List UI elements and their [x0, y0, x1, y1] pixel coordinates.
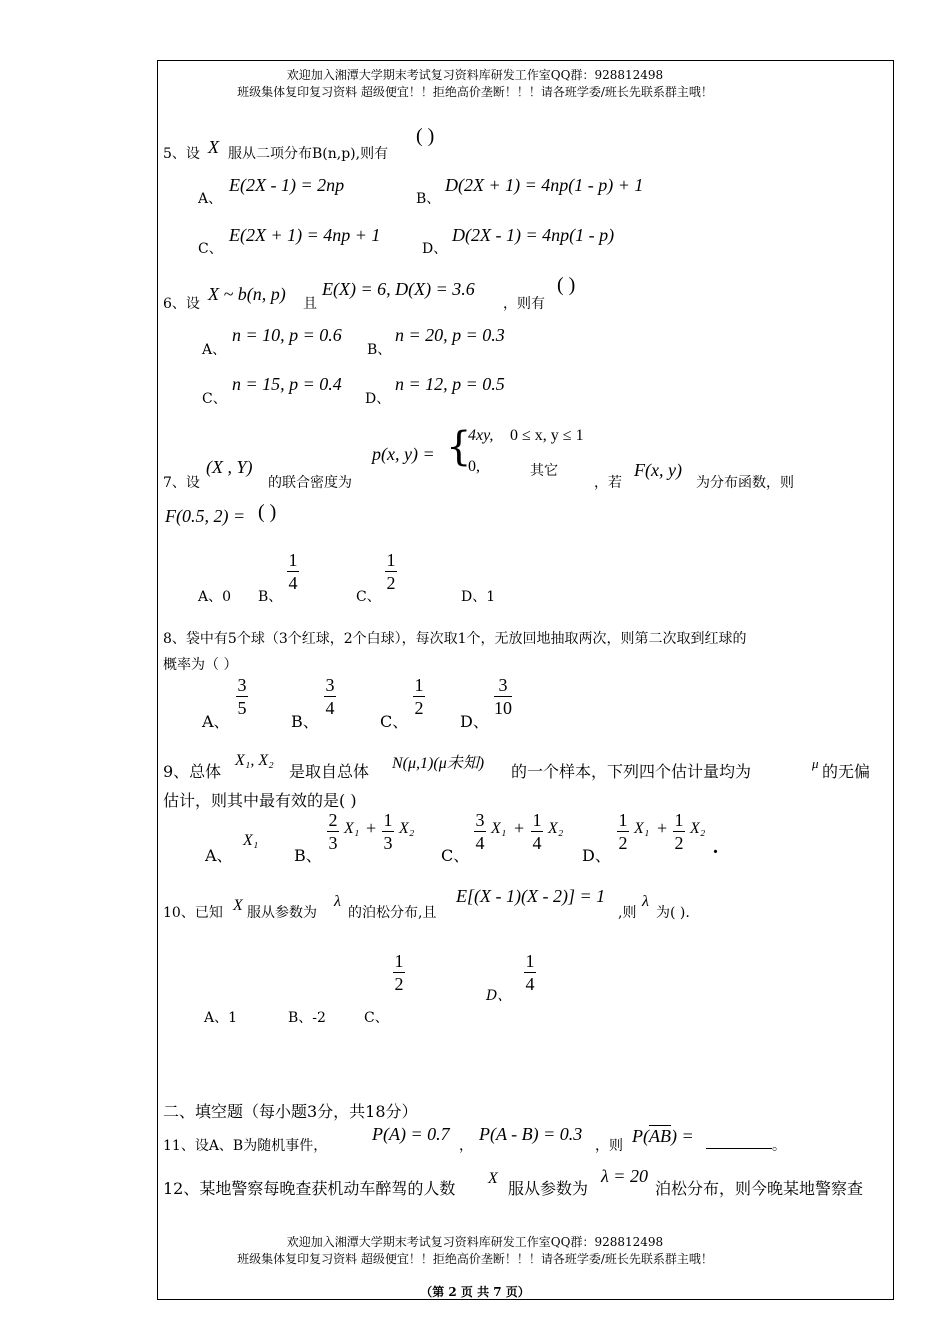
- q7-cdf: F(x, y): [634, 460, 682, 480]
- q8-d-numerator: 3: [498, 675, 508, 695]
- q11-stem-a: 11、设A、B为随机事件，: [163, 1138, 328, 1154]
- q10-stem-c: 的泊松分布,且: [348, 905, 437, 921]
- q10-option-b: B、-2: [288, 1010, 326, 1026]
- denominator: 2: [394, 974, 404, 994]
- q6-option-a: n = 10, p = 0.6: [232, 325, 342, 345]
- q8-b-numerator: 3: [325, 675, 335, 695]
- q6-option-d-label: D、: [365, 391, 391, 407]
- q8-line-1: 8、袋中有5个球（3个红球，2个白球），每次取1个，无放回地抽取两次，则第二次取到红球的: [163, 631, 747, 647]
- q5-option-a-label: A、: [198, 191, 223, 207]
- q7-option-b-fraction: [287, 550, 299, 593]
- q9-stem-d: 的无偏: [822, 762, 871, 781]
- numerator: 1: [383, 810, 393, 830]
- q8-line-2: 概率为（ ）: [163, 657, 238, 673]
- q7-c-numerator: 1: [386, 550, 396, 570]
- q8-c-denominator: 2: [414, 698, 424, 718]
- fraction-bar: [524, 972, 536, 973]
- q5-option-b-label: B、: [416, 191, 441, 207]
- q8-option-c-fraction: [413, 675, 425, 718]
- q9-stem-a: 9、总体: [163, 762, 222, 781]
- q9-option-d-label: D、: [582, 846, 611, 865]
- q9-c-x2: X₂: [548, 820, 564, 837]
- fraction-bar: [531, 831, 543, 832]
- q5-paren: ( ): [416, 125, 435, 147]
- q7-pair: (X , Y): [206, 457, 253, 477]
- q5-var: X: [208, 137, 219, 157]
- q9-mu: μ: [812, 756, 819, 771]
- q5-option-c-label: C、: [198, 241, 223, 257]
- q12-stem-b: 服从参数为: [508, 1179, 589, 1198]
- q6-stem-a: 6、设: [163, 296, 200, 312]
- q10-option-c-fraction: [393, 951, 405, 994]
- numerator: 3: [475, 810, 485, 830]
- denominator: 4: [525, 974, 535, 994]
- denominator: 3: [328, 833, 338, 853]
- q5-stem-b: 服从二项分布B(n,p),则有: [228, 146, 389, 162]
- denominator: 4: [532, 833, 542, 853]
- q9-c-fraction-2: [531, 810, 543, 853]
- denominator: 2: [618, 833, 628, 853]
- q7-case1-expr: 4xy,: [468, 427, 494, 444]
- numerator: 1: [532, 810, 542, 830]
- q8-a-numerator: 3: [237, 675, 247, 695]
- q8-option-b-fraction: [324, 675, 336, 718]
- q9-b-fraction-1: [327, 810, 339, 853]
- q7-option-c-fraction: [385, 550, 397, 593]
- q9-b-plus: +: [366, 818, 377, 838]
- q9-d-plus: +: [657, 818, 668, 838]
- q11-ask: [632, 1126, 694, 1147]
- q9-b-fraction-2: [382, 810, 394, 853]
- q11-pa: P(A) = 0.7: [372, 1124, 450, 1144]
- numerator: 1: [525, 951, 535, 971]
- q8-option-a-label: A、: [202, 712, 230, 731]
- q11-stem-b: ，则: [595, 1138, 623, 1154]
- q10-option-d-label: D、: [486, 988, 512, 1004]
- q9-option-b-label: B、: [294, 846, 322, 865]
- numerator: 2: [328, 810, 338, 830]
- q7-case2-expr: 0,: [468, 458, 480, 475]
- denominator: 4: [475, 833, 485, 853]
- q11-ask-ab: $\overline{AB}$: [649, 1126, 671, 1146]
- fraction-bar: [324, 696, 336, 697]
- q8-option-d-label: D、: [460, 712, 489, 731]
- denominator: 3: [383, 833, 393, 853]
- q7-ask: F(0.5, 2) =: [165, 506, 246, 526]
- q9-d-x2: X₂: [690, 820, 706, 837]
- q8-b-denominator: 4: [325, 698, 335, 718]
- q7-stem-d: 为分布函数，则: [696, 475, 794, 491]
- q7-c-denominator: 2: [386, 573, 396, 593]
- q7-brace: {: [446, 424, 472, 470]
- q9-stem-c: 的一个样本，下列四个估计量均为: [511, 762, 752, 781]
- q10-stem-b: 服从参数为: [247, 905, 317, 921]
- q9-b-x2: X₂: [399, 820, 415, 837]
- q8-option-d-fraction: [494, 675, 512, 718]
- q10-option-a: A、1: [204, 1010, 238, 1026]
- q7-b-denominator: 4: [288, 573, 298, 593]
- q10-stem-e: 为( ).: [656, 905, 690, 921]
- section-2-title: 二、填空题（每小题3分，共18分）: [163, 1102, 418, 1121]
- fraction-bar: [385, 571, 397, 572]
- q7-stem-b: 的联合密度为: [268, 475, 352, 491]
- q9-c-plus: +: [514, 818, 525, 838]
- numerator: 1: [394, 951, 404, 971]
- q5-option-c: E(2X + 1) = 4np + 1: [229, 225, 381, 245]
- q8-option-b-label: B、: [291, 712, 319, 731]
- q10-lambda: λ: [334, 893, 341, 910]
- q11-pab: P(A - B) = 0.3: [479, 1124, 583, 1144]
- q10-lambda-2: λ: [642, 893, 649, 910]
- q7-option-a: A、0: [198, 589, 232, 605]
- q9-c-x1: X₁: [491, 820, 507, 837]
- q9-normal: N(μ,1)(μ未知): [392, 755, 485, 772]
- q6-stem-b: ，则有: [503, 296, 545, 312]
- q7-b-numerator: 1: [288, 550, 298, 570]
- q6-option-c-label: C、: [202, 391, 227, 407]
- q5-stem-a: 5、设: [163, 146, 200, 162]
- page-number: （第 2 页 共 7 页）: [420, 1285, 530, 1299]
- q8-option-c-label: C、: [380, 712, 409, 731]
- q10-option-c-label: C、: [364, 1010, 389, 1026]
- fraction-bar: [393, 972, 405, 973]
- header-line-1: 欢迎加入湘潭大学期末考试复习资料库研发工作室QQ群：928812498: [286, 68, 664, 82]
- fraction-bar: [236, 696, 248, 697]
- q7-case1-cond: 0 ≤ x, y ≤ 1: [510, 427, 584, 444]
- q7-stem-c: ，若: [594, 475, 622, 491]
- q9-b-x1: X₁: [344, 820, 360, 837]
- q11-sep: ，: [459, 1138, 473, 1154]
- q7-option-b-label: B、: [258, 589, 283, 605]
- q12-stem-c: 泊松分布，则今晚某地警察查: [655, 1179, 864, 1198]
- q9-option-c-label: C、: [441, 846, 470, 865]
- q12-var: X: [488, 1170, 498, 1187]
- q9-d-x1: X₁: [634, 820, 650, 837]
- q7-pdf-lhs: p(x, y) =: [372, 444, 435, 464]
- q5-option-d-label: D、: [422, 241, 448, 257]
- q11-ask-end: ) =: [671, 1126, 694, 1146]
- q10-var: X: [233, 897, 243, 914]
- footer-line-1: 欢迎加入湘潭大学期末考试复习资料库研发工作室QQ群：928812498: [286, 1235, 664, 1249]
- q12-stem-a: 12、某地警察每晚查获机动车醉驾的人数: [163, 1179, 456, 1198]
- q9-option-a-label: A、: [205, 846, 233, 865]
- q11-answer-blank[interactable]: [706, 1134, 772, 1153]
- q8-a-denominator: 5: [237, 698, 247, 718]
- q5-option-d: D(2X - 1) = 4np(1 - p): [452, 225, 615, 245]
- q7-option-c-label: C、: [356, 589, 381, 605]
- q6-dist: X ~ b(n, p): [208, 284, 286, 304]
- q10-stem-a: 10、已知: [163, 905, 223, 921]
- q7-case2-cond: 其它: [530, 463, 558, 479]
- fraction-bar: [474, 831, 486, 832]
- denominator: 2: [674, 833, 684, 853]
- q7-stem-a: 7、设: [163, 475, 200, 491]
- header-line-2: 班级集体复印复习资料 超级便宜！！拒绝高价垄断！！！请各班学委/班长先联系群主哦！: [237, 85, 713, 99]
- q10-stem-d: ,则: [618, 905, 637, 921]
- numerator: 1: [674, 810, 684, 830]
- q8-c-numerator: 1: [414, 675, 424, 695]
- q10-cond: E[(X - 1)(X - 2)] = 1: [456, 886, 606, 906]
- q6-and: 且: [303, 296, 317, 312]
- fraction-bar: [413, 696, 425, 697]
- q9-stem-b: 是取自总体: [289, 762, 370, 781]
- q7-paren: ( ): [258, 501, 277, 523]
- fraction-bar: [673, 831, 685, 832]
- fraction-bar: [287, 571, 299, 572]
- q11-end: 。: [772, 1138, 786, 1154]
- q6-paren: ( ): [557, 274, 576, 296]
- q9-period: .: [713, 836, 718, 858]
- fraction-bar: [617, 831, 629, 832]
- q9-line-2: 估计，则其中最有效的是( ): [163, 791, 357, 810]
- q7-option-d: D、1: [461, 589, 496, 605]
- fraction-bar: [494, 696, 512, 697]
- fraction-bar: [382, 831, 394, 832]
- q9-d-fraction-2: [673, 810, 685, 853]
- footer-line-2: 班级集体复印复习资料 超级便宜！！拒绝高价垄断！！！请各班学委/班长先联系群主哦！: [237, 1252, 713, 1266]
- q8-option-a-fraction: [236, 675, 248, 718]
- q6-option-a-label: A、: [202, 342, 227, 358]
- q6-option-b: n = 20, p = 0.3: [395, 325, 505, 345]
- q6-option-b-label: B、: [367, 342, 392, 358]
- q11-ask-p: P(: [632, 1126, 649, 1146]
- fraction-bar: [327, 831, 339, 832]
- q9-option-a: X₁: [243, 832, 259, 849]
- q9-d-fraction-1: [617, 810, 629, 853]
- q6-cond: E(X) = 6, D(X) = 3.6: [322, 279, 475, 299]
- q6-option-c: n = 15, p = 0.4: [232, 374, 342, 394]
- q9-samples: X₁, X₂: [235, 752, 274, 769]
- q8-d-denominator: 10: [494, 698, 512, 718]
- q10-option-d-fraction: [524, 951, 536, 994]
- numerator: 1: [618, 810, 628, 830]
- q9-c-fraction-1: [474, 810, 486, 853]
- q5-option-b: D(2X + 1) = 4np(1 - p) + 1: [445, 175, 644, 195]
- q5-option-a: E(2X - 1) = 2np: [229, 175, 345, 195]
- q6-option-d: n = 12, p = 0.5: [395, 374, 505, 394]
- q12-lambda: λ = 20: [601, 1166, 648, 1186]
